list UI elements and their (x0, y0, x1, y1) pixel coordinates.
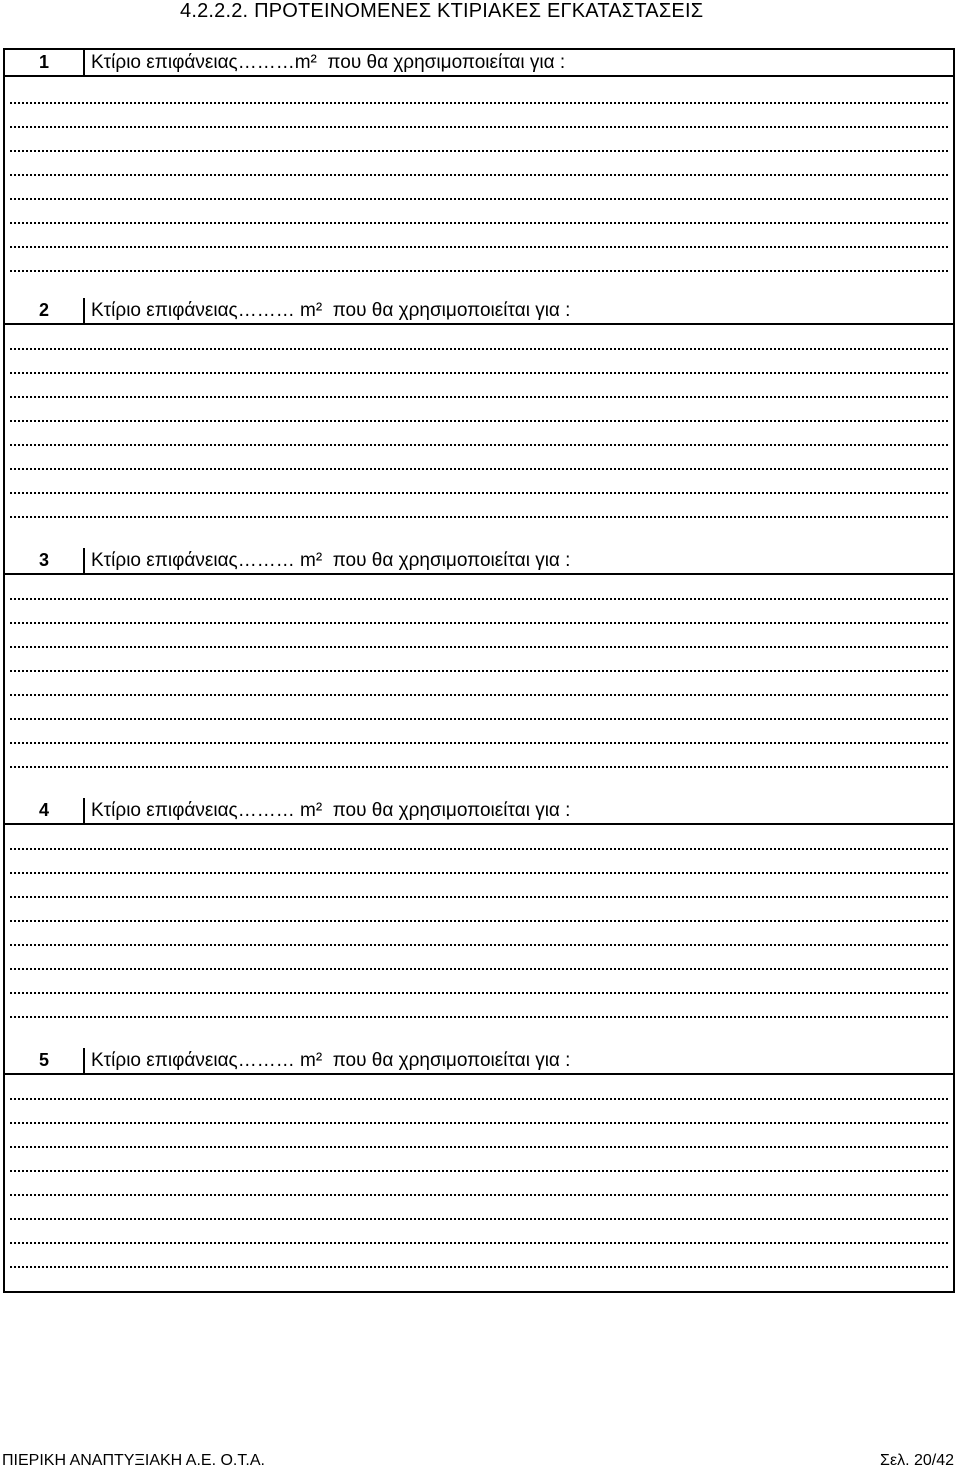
dotted-answer-line[interactable] (10, 444, 948, 446)
building-block-header (5, 1048, 953, 1075)
dotted-answer-line[interactable] (10, 992, 948, 994)
building-block-header (5, 798, 953, 825)
dotted-answer-line[interactable] (10, 420, 948, 422)
building-block-2 (5, 298, 953, 548)
dotted-answer-line[interactable] (10, 270, 948, 272)
footer-organization: ΠΙΕΡΙΚΗ ΑΝΑΠΤΥΞΙΑΚΗ Α.Ε. Ο.Τ.Α. (2, 1452, 265, 1469)
dotted-answer-line[interactable] (10, 198, 948, 200)
page-title: 4.2.2.2. ΠΡΟΤΕΙΝΟΜΕΝΕΣ ΚΤΙΡΙΑΚΕΣ ΕΓΚΑΤΑΣΤΑΣΕΙΣ (180, 0, 704, 22)
dotted-answer-line[interactable] (10, 944, 948, 946)
building-block-3 (5, 548, 953, 798)
building-area-label: Κτίριο επιφάνειας……… m² που θα χρησιμοποιείται για : (91, 800, 571, 821)
dotted-answer-line[interactable] (10, 1146, 948, 1148)
dotted-answer-line[interactable] (10, 896, 948, 898)
dotted-answer-line[interactable] (10, 1266, 948, 1268)
dotted-answer-line[interactable] (10, 766, 948, 768)
dotted-answer-line[interactable] (10, 598, 948, 600)
dotted-answer-line[interactable] (10, 396, 948, 398)
dotted-answer-line[interactable] (10, 718, 948, 720)
dotted-answer-line[interactable] (10, 222, 948, 224)
building-block-header (5, 298, 953, 325)
dotted-answer-line[interactable] (10, 1170, 948, 1172)
dotted-answer-line[interactable] (10, 872, 948, 874)
building-area-label: Κτίριο επιφάνειας………m² που θα χρησιμοποιείται για : (91, 52, 566, 73)
dotted-answer-line[interactable] (10, 516, 948, 518)
building-area-label: Κτίριο επιφάνειας……… m² που θα χρησιμοποιείται για : (91, 1050, 571, 1071)
dotted-answer-line[interactable] (10, 1016, 948, 1018)
dotted-answer-line[interactable] (10, 348, 948, 350)
building-block-5 (5, 1048, 953, 1291)
building-number: 5 (5, 1048, 85, 1073)
dotted-answer-line[interactable] (10, 1194, 948, 1196)
dotted-answer-line[interactable] (10, 694, 948, 696)
dotted-answer-line[interactable] (10, 372, 948, 374)
dotted-answer-line[interactable] (10, 174, 948, 176)
dotted-answer-line[interactable] (10, 1122, 948, 1124)
dotted-answer-line[interactable] (10, 622, 948, 624)
building-number: 4 (5, 798, 85, 823)
dotted-answer-line[interactable] (10, 742, 948, 744)
dotted-answer-line[interactable] (10, 848, 948, 850)
dotted-answer-line[interactable] (10, 1218, 948, 1220)
dotted-answer-line[interactable] (10, 246, 948, 248)
dotted-answer-line[interactable] (10, 126, 948, 128)
building-block-1 (5, 50, 953, 298)
dotted-answer-line[interactable] (10, 102, 948, 104)
buildings-form (3, 48, 955, 1293)
dotted-answer-line[interactable] (10, 150, 948, 152)
dotted-answer-line[interactable] (10, 1098, 948, 1100)
dotted-answer-line[interactable] (10, 670, 948, 672)
building-block-header (5, 548, 953, 575)
dotted-answer-line[interactable] (10, 1242, 948, 1244)
dotted-answer-line[interactable] (10, 968, 948, 970)
dotted-answer-line[interactable] (10, 646, 948, 648)
dotted-answer-line[interactable] (10, 468, 948, 470)
building-area-label: Κτίριο επιφάνειας……… m² που θα χρησιμοποιείται για : (91, 300, 571, 321)
dotted-answer-line[interactable] (10, 492, 948, 494)
building-area-label: Κτίριο επιφάνειας……… m² που θα χρησιμοποιείται για : (91, 550, 571, 571)
building-number: 3 (5, 548, 85, 573)
building-number: 2 (5, 298, 85, 323)
building-block-header (5, 50, 953, 77)
building-block-4 (5, 798, 953, 1048)
footer-page-number: Σελ. 20/42 (880, 1452, 954, 1469)
dotted-answer-line[interactable] (10, 920, 948, 922)
building-number: 1 (5, 50, 85, 75)
